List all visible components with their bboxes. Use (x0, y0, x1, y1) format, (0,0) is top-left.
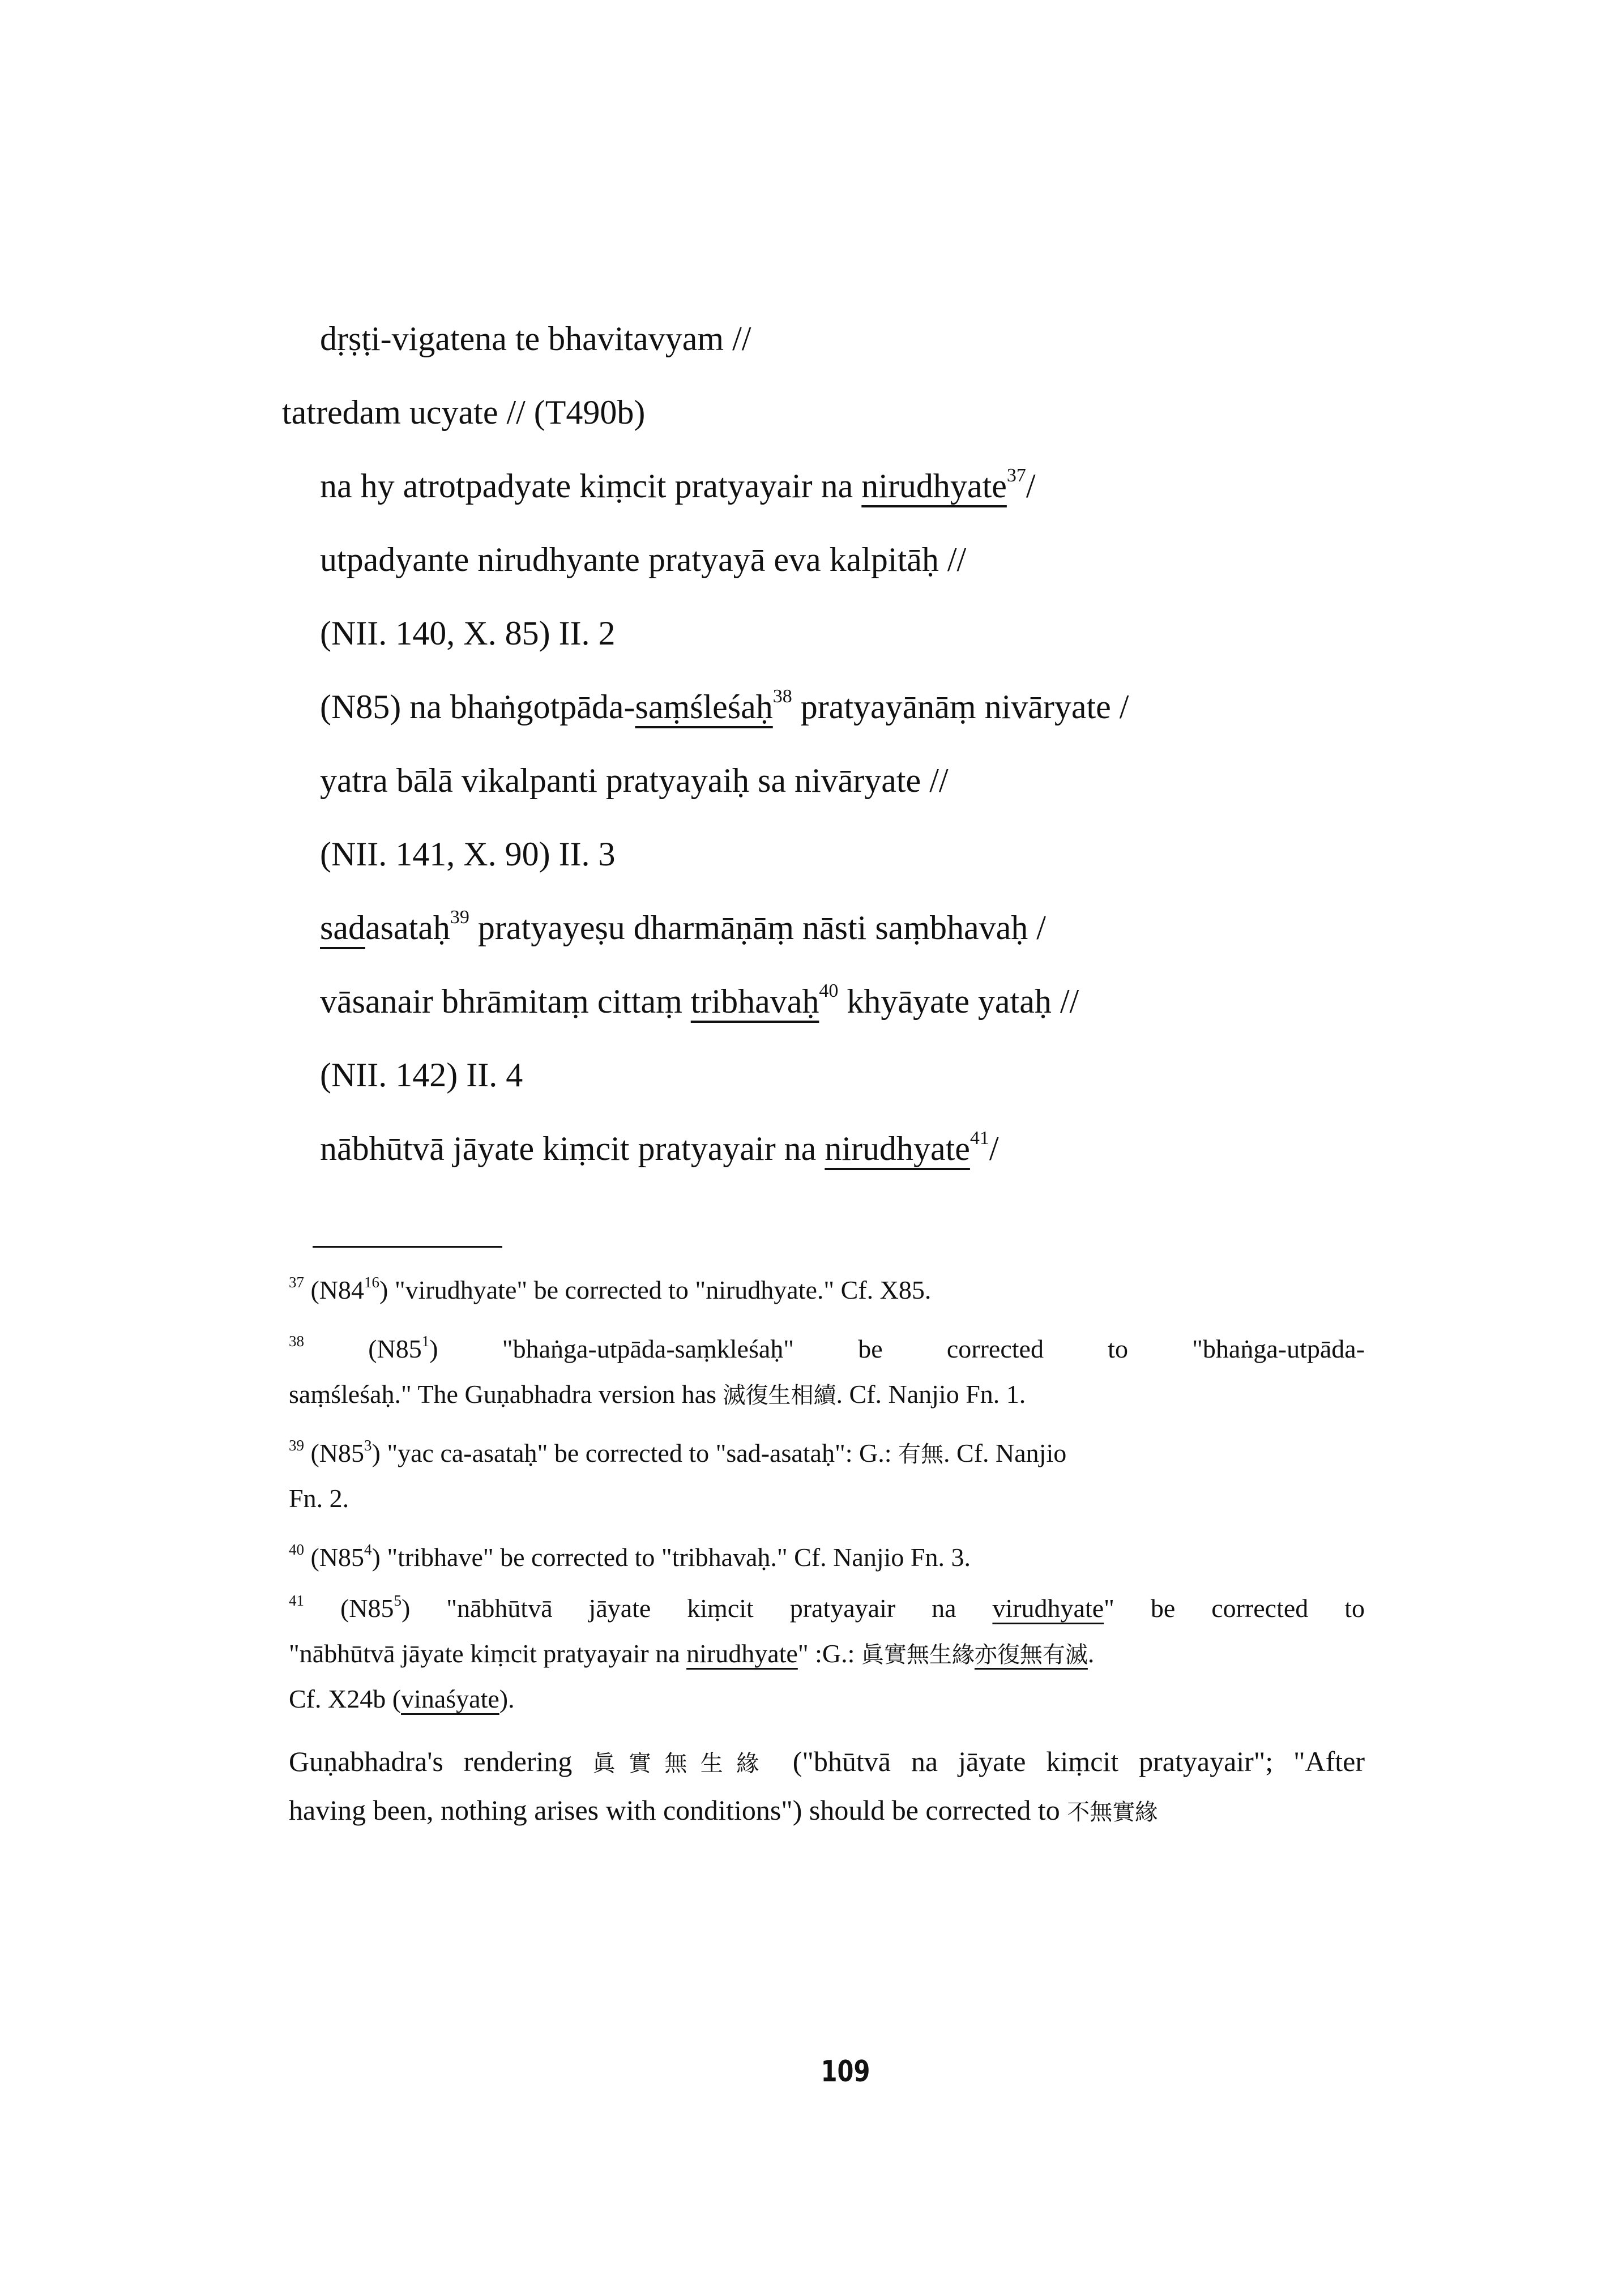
footnote-number: 40 (289, 1541, 304, 1558)
footnote-39-line-1 (289, 1431, 1365, 1477)
footnote-ref-40: 40 (819, 980, 839, 1001)
text: nābhūtvā jāyate kiṃcit pratyayair na (320, 1130, 825, 1167)
underlined-word: nirudhyate (686, 1639, 798, 1668)
page-number: 109 (821, 2055, 870, 2089)
footnote-ref-37: 37 (1006, 465, 1026, 486)
verse-line-7 (320, 763, 949, 797)
text: ) "virudhyate" be corrected to "nirudhyate." Cf. X85. (379, 1275, 932, 1304)
text: (NII. 142) II. 4 (320, 1056, 523, 1094)
text: (NII. 141, X. 90) II. 3 (320, 835, 616, 873)
text: / (989, 1130, 999, 1167)
text: asataḥ (365, 909, 450, 946)
cjk-text: 眞實無生緣 (861, 1642, 975, 1668)
footnote-41-line-1 (289, 1586, 1365, 1631)
verse-line-3 (320, 465, 1036, 505)
text: (N85 (310, 1543, 365, 1572)
text: Cf. X24b ( (289, 1684, 402, 1713)
underlined-word: vinaśyate (401, 1684, 499, 1713)
superscript: 3 (364, 1437, 372, 1454)
footnote-separator (313, 1246, 502, 1248)
superscript: 1 (421, 1333, 430, 1350)
text: (N85 (310, 1439, 365, 1467)
footnote-number: 39 (289, 1437, 304, 1454)
superscript: 16 (364, 1274, 380, 1291)
text: tatredam ucyate // (T490b) (282, 394, 646, 431)
footnote-41-line-3 (289, 1676, 1365, 1722)
underlined-word: nirudhyate (825, 1130, 970, 1167)
text: having been, nothing arises with conditions") should be corrected to (289, 1794, 1067, 1826)
superscript: 5 (394, 1592, 402, 1609)
cjk-text: 不無實緣 (1067, 1799, 1158, 1825)
text: . Cf. Nanjio (943, 1439, 1067, 1467)
footnote-ref-39: 39 (450, 907, 469, 928)
footnote-40 (289, 1535, 1365, 1580)
reference-line-3 (320, 1058, 523, 1092)
footnote-41-line-2 (289, 1631, 1365, 1678)
verse-line-12 (320, 1128, 999, 1167)
underlined-word: nirudhyate (861, 467, 1007, 505)
text: "nābhūtvā jāyate kiṃcit pratyayair na (289, 1639, 687, 1668)
paragraph-line-2 (289, 1787, 1365, 1835)
text: " :G.: (797, 1639, 861, 1668)
footnote-ref-38: 38 (772, 686, 792, 707)
footnote-number: 38 (289, 1333, 304, 1350)
footnote-ref-41: 41 (969, 1128, 989, 1149)
cjk-text: 有無 (898, 1441, 944, 1467)
text: saṃśleśaḥ." The Guṇabhadra version has (289, 1380, 723, 1409)
underlined-word: tribhavaḥ (690, 983, 819, 1020)
text: / (1026, 467, 1036, 505)
text: Guṇabhadra's rendering (289, 1746, 593, 1777)
reference-line-2 (320, 837, 616, 871)
text: vāsanair bhrāmitaṃ cittaṃ (320, 983, 691, 1020)
cjk-text: 眞實無生緣 (592, 1751, 772, 1777)
text: ). (499, 1684, 515, 1713)
verse-line-6 (320, 686, 1129, 725)
verse-line-4 (320, 543, 966, 577)
text: na hy atrotpadyate kiṃcit pratyayair na (320, 467, 862, 505)
text: pratyayeṣu dharmāṇāṃ nāsti saṃbhavaḥ / (469, 909, 1046, 946)
text: ) "yac ca-asataḥ" be corrected to "sad-asataḥ": G.: (371, 1439, 899, 1467)
underlined-word: saṃśleśaḥ (635, 688, 773, 725)
footnote-37 (289, 1268, 1365, 1313)
footnote-number: 41 (289, 1592, 304, 1609)
text: Fn. 2. (289, 1484, 349, 1513)
text: ) "nābhūtvā jāyate kiṃcit pratyayair na (401, 1594, 993, 1623)
superscript: 4 (364, 1541, 372, 1558)
verse-line-10 (320, 980, 1079, 1020)
paragraph-line-1 (289, 1739, 1365, 1786)
text: ("bhūtvā na jāyate kiṃcit pratyayair"; "After (772, 1746, 1365, 1777)
verse-line-9 (320, 907, 1046, 946)
footnote-38-line-2 (289, 1372, 1365, 1418)
text: " be corrected to (1104, 1594, 1365, 1623)
text: ) "tribhave" be corrected to "tribhavaḥ." Cf. Nanjio Fn. 3. (371, 1543, 971, 1572)
footnote-number: 37 (289, 1274, 304, 1291)
text: (N85) na bhaṅgotpāda- (320, 688, 635, 725)
text: . (1087, 1639, 1095, 1668)
underlined-word: virudhyate (992, 1594, 1104, 1623)
underlined-word: sad (320, 909, 365, 946)
text: yatra bālā vikalpanti pratyayaiḥ sa nivāryate // (320, 762, 949, 799)
text: (NII. 140, X. 85) II. 2 (320, 614, 616, 652)
footnote-39-line-2 (289, 1476, 1365, 1521)
text: dṛṣṭi-vigatena te bhavitavyam // (320, 320, 751, 357)
text: ) "bhaṅga-utpāda-saṃkleśaḥ" be corrected to "bhaṅga-utpāda- (429, 1334, 1365, 1363)
cjk-underlined-text: 亦復無有滅 (974, 1642, 1088, 1668)
text: (N85 (340, 1594, 394, 1623)
cjk-text: 滅復生相續 (723, 1382, 836, 1409)
text: pratyayānāṃ nivāryate / (792, 688, 1129, 725)
text: . Cf. Nanjio Fn. 1. (836, 1380, 1026, 1409)
text: (N85 (368, 1334, 422, 1363)
text: khyāyate yataḥ // (838, 983, 1079, 1020)
prose-line-tatredam (282, 395, 645, 429)
footnote-38-line-1 (289, 1326, 1365, 1372)
verse-line-1 (320, 322, 751, 356)
reference-line-1 (320, 616, 616, 650)
text: (N84 (310, 1275, 365, 1304)
text: utpadyante nirudhyante pratyayā eva kalpitāḥ // (320, 541, 967, 578)
